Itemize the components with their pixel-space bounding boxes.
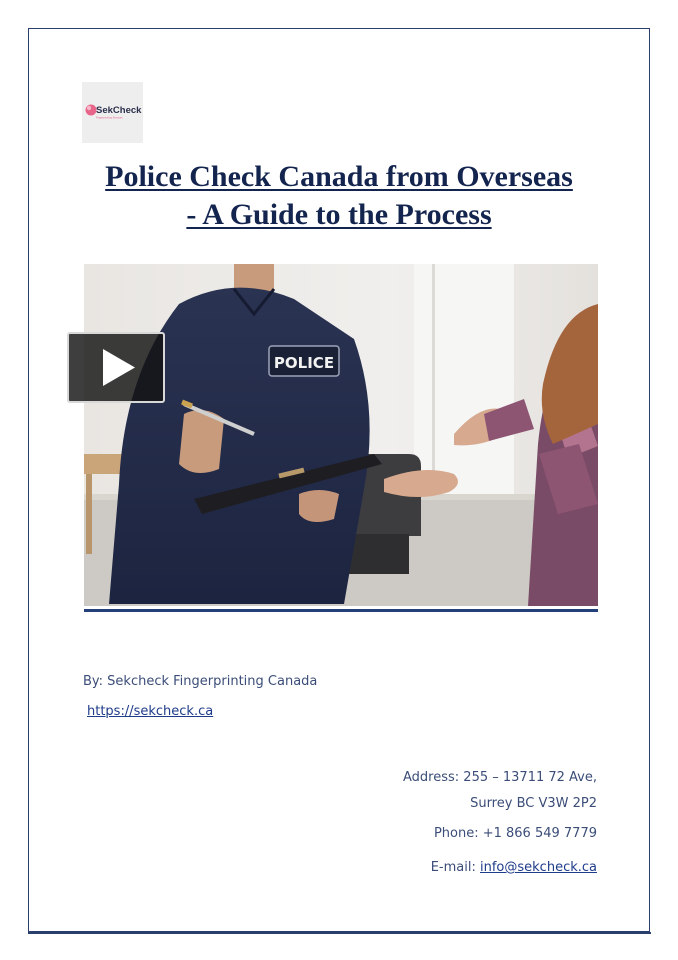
title-line-2: - A Guide to the Process (186, 198, 492, 231)
page-title (60, 158, 618, 234)
logo-tagline-text: Fingerprinting Services (96, 116, 123, 120)
phone-number: Phone: +1 866 549 7779 (433, 826, 597, 841)
address-line-2: Surrey BC V3W 2P2 (470, 796, 597, 811)
title-line-1: Police Check Canada from Overseas (105, 160, 573, 193)
email-link[interactable]: info@sekcheck.ca (480, 860, 597, 875)
website-link[interactable]: https://sekcheck.ca (87, 704, 214, 719)
police-badge-text: POLICE (273, 354, 335, 372)
address-line-1: Address: 255 – 13711 72 Ave, (403, 770, 597, 785)
byline: By: Sekcheck Fingerprinting Canada (83, 674, 318, 689)
photo-underline-rule (84, 609, 598, 612)
email-row (431, 860, 597, 875)
email-label: E-mail: (430, 860, 476, 875)
play-button[interactable] (67, 332, 165, 403)
logo-brand-text: SekCheck (96, 105, 142, 116)
officer-photo (84, 264, 598, 606)
sekcheck-logo (82, 82, 143, 143)
play-icon (103, 349, 135, 386)
